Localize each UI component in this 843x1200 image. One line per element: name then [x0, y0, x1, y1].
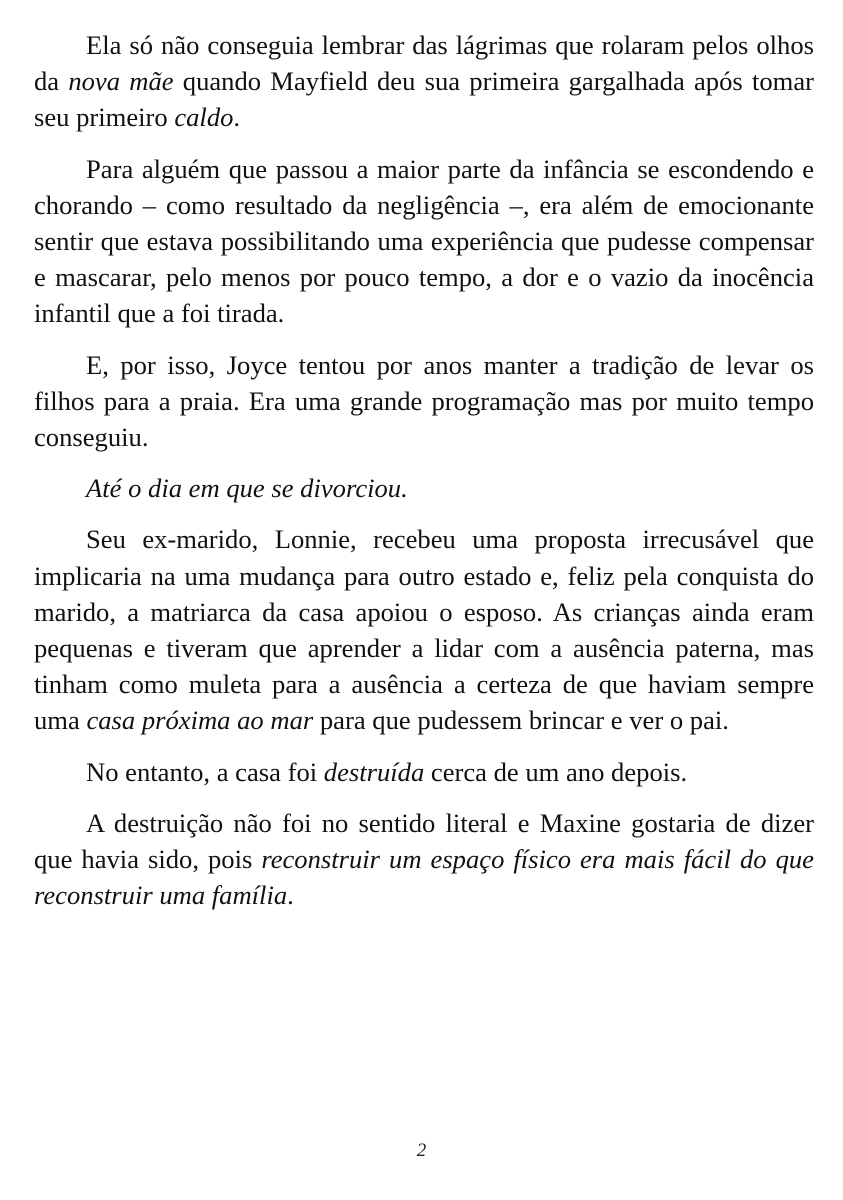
- paragraph-3: [34, 347, 814, 456]
- italic-segment: nova mãe: [68, 66, 174, 97]
- italic-segment: reconstruir um espaço físico era mais fácil do que reconstruir uma família: [34, 844, 814, 911]
- text-segment: Para alguém que passou a maior parte da infância se escondendo e chorando – como resultado da negligência –, era além de emocionante sentir que estava possibilitando uma experiência que pudesse compensar e mascarar, pelo menos por pouco tempo, a dor e o vazio da inocência infantil que a foi tirada.: [34, 153, 814, 329]
- paragraph-1: [34, 27, 814, 136]
- text-segment: .: [233, 102, 241, 133]
- text-segment: para que pudessem brincar e ver o pai.: [313, 705, 729, 736]
- paragraph-5: [34, 521, 814, 738]
- text-segment: Ela só não conseguia lembrar das lágrimas que rolaram pelos olhos da: [34, 30, 814, 97]
- paragraph-4: [34, 470, 814, 506]
- text-segment: No entanto, a casa foi: [86, 756, 324, 787]
- text-segment: quando Mayfield deu sua primeira gargalhada após tomar seu primeiro: [34, 66, 814, 133]
- text-segment: A destruição não foi no sentido literal e Maxine gostaria de dizer que havia sido, pois: [34, 807, 814, 875]
- page-number: 2: [416, 1140, 427, 1161]
- text-segment: Seu ex-marido, Lonnie, recebeu uma proposta irrecusável que implicaria na uma mudança para outro estado e, feliz pela conquista do marido, a matriarca da casa apoiou o esposo. As crianças ainda eram pequenas e tiveram que aprender a lidar com a ausência paterna, mas tinham como muleta para a ausência a certeza de que haviam sempre uma: [34, 524, 814, 736]
- page-body: [34, 27, 814, 928]
- paragraph-6: [34, 754, 814, 790]
- italic-segment: Até o dia em que se divorciou.: [86, 473, 408, 504]
- paragraph-2: [34, 151, 814, 332]
- paragraph-7: [34, 805, 814, 914]
- text-segment: cerca de um ano depois.: [424, 756, 688, 787]
- italic-segment: caldo: [174, 102, 234, 133]
- text-segment: .: [287, 880, 294, 911]
- italic-segment: casa próxima ao mar: [86, 705, 314, 736]
- text-segment: E, por isso, Joyce tentou por anos manter a tradição de levar os filhos para a praia. Era uma grande programação mas por muito tempo conseguiu.: [34, 349, 814, 453]
- italic-segment: destruída: [323, 756, 425, 787]
